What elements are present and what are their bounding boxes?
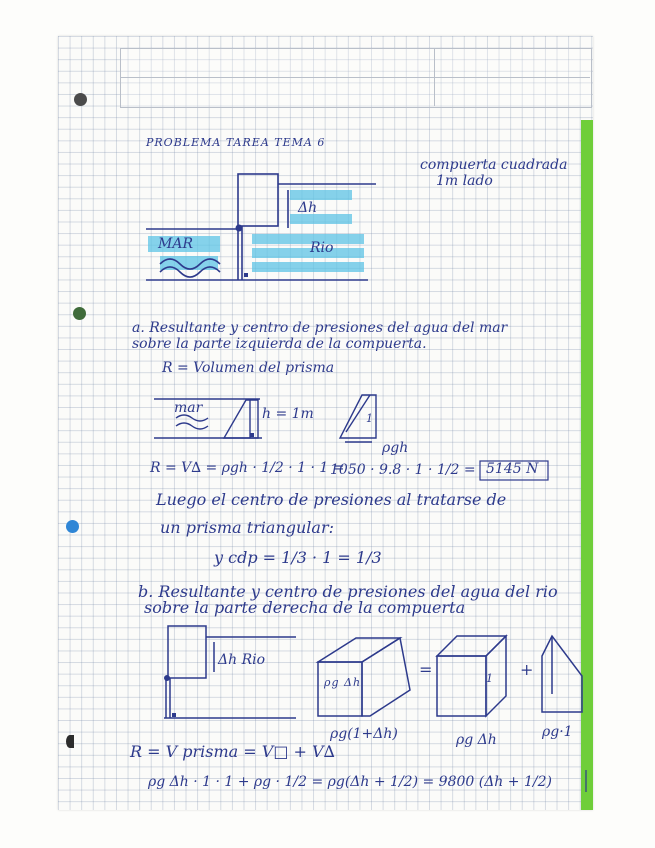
part-b-label-dh-rio: Δh Rio bbox=[218, 652, 266, 668]
part-b-heading-2: sobre la parte derecha de la compuerta bbox=[144, 598, 466, 617]
part-b-eq-1: R = V prisma = V□ + V∆ bbox=[130, 742, 335, 761]
part-a-label-mar: mar bbox=[174, 400, 203, 416]
part-a-center-2: un prisma triangular: bbox=[160, 518, 334, 537]
part-a-eq-2: 1050 · 9.8 · 1 · 1/2 = bbox=[330, 462, 476, 478]
part-b-label-one: 1 bbox=[486, 672, 494, 685]
part-a-label-pgh: ρgh bbox=[382, 440, 409, 456]
part-b-eq-2: ρg Δh · 1 · 1 + ρg · 1/2 = ρg(Δh + 1/2) = 9800 (Δh + 1/2) bbox=[148, 774, 552, 790]
label-mar: MAR bbox=[158, 236, 193, 252]
diagram-b-gate bbox=[168, 626, 206, 678]
gate-note-2: 1m lado bbox=[436, 173, 493, 189]
hinge-square bbox=[244, 273, 248, 277]
prism-front bbox=[318, 662, 362, 716]
part-b-label-rect-base: ρg Δh bbox=[456, 732, 497, 748]
part-a-center-eq: y cdp = 1/3 · 1 = 1/3 bbox=[214, 548, 382, 567]
highlight-river-1 bbox=[290, 190, 352, 200]
label-dh: Δh bbox=[298, 200, 318, 216]
part-b-label-tri-base: ρg·1 bbox=[542, 724, 573, 740]
part-a-center-1: Luego el centro de presiones al tratarse de bbox=[156, 490, 507, 509]
diagram-a-hinge bbox=[250, 433, 254, 437]
problem-title: PROBLEMA TAREA TEMA 6 bbox=[146, 136, 326, 149]
gate-note-1: compuerta cuadrada bbox=[420, 157, 568, 173]
gate-square bbox=[238, 174, 278, 226]
prism-slope bbox=[362, 638, 410, 716]
highlight-river-5 bbox=[252, 262, 364, 272]
prism-top bbox=[318, 638, 400, 662]
part-a-eq-result: 5145 N bbox=[486, 461, 539, 477]
diagram-a-pressure-triangle bbox=[224, 400, 258, 438]
part-a-label-one: 1 bbox=[366, 412, 374, 425]
highlight-river-3 bbox=[252, 234, 364, 244]
diagram-b-hinge-dot bbox=[164, 675, 170, 681]
box-front bbox=[437, 656, 486, 716]
part-a-eq-1: R = V∆ = ρgh · 1/2 · 1 · 1 = bbox=[150, 460, 345, 476]
hinge-dot bbox=[236, 225, 243, 232]
highlight-river-4 bbox=[252, 248, 364, 258]
part-a-label-h: h = 1m bbox=[262, 406, 314, 422]
part-b-plus: + bbox=[520, 660, 534, 679]
part-a-r-text: R = Volumen del prisma bbox=[162, 360, 335, 376]
part-b-eq-sign: = bbox=[419, 660, 433, 679]
highlight-sea-2 bbox=[160, 256, 218, 270]
part-b-label-pgdh: ρg Δh bbox=[324, 676, 362, 689]
part-b-heading-1: b. Resultante y centro de presiones del agua del rio bbox=[138, 582, 558, 601]
diagram-b-hinge-square bbox=[172, 713, 176, 717]
diagram-a-wave-2 bbox=[176, 423, 208, 429]
part-b-label-base: ρg(1+Δh) bbox=[330, 726, 398, 742]
label-rio: Rio bbox=[310, 240, 334, 256]
part-a-heading-1: a. Resultante y centro de presiones del agua del mar bbox=[132, 320, 508, 336]
part-a-heading-2: sobre la parte izquierda de la compuerta. bbox=[132, 336, 427, 352]
wedge bbox=[542, 636, 582, 712]
